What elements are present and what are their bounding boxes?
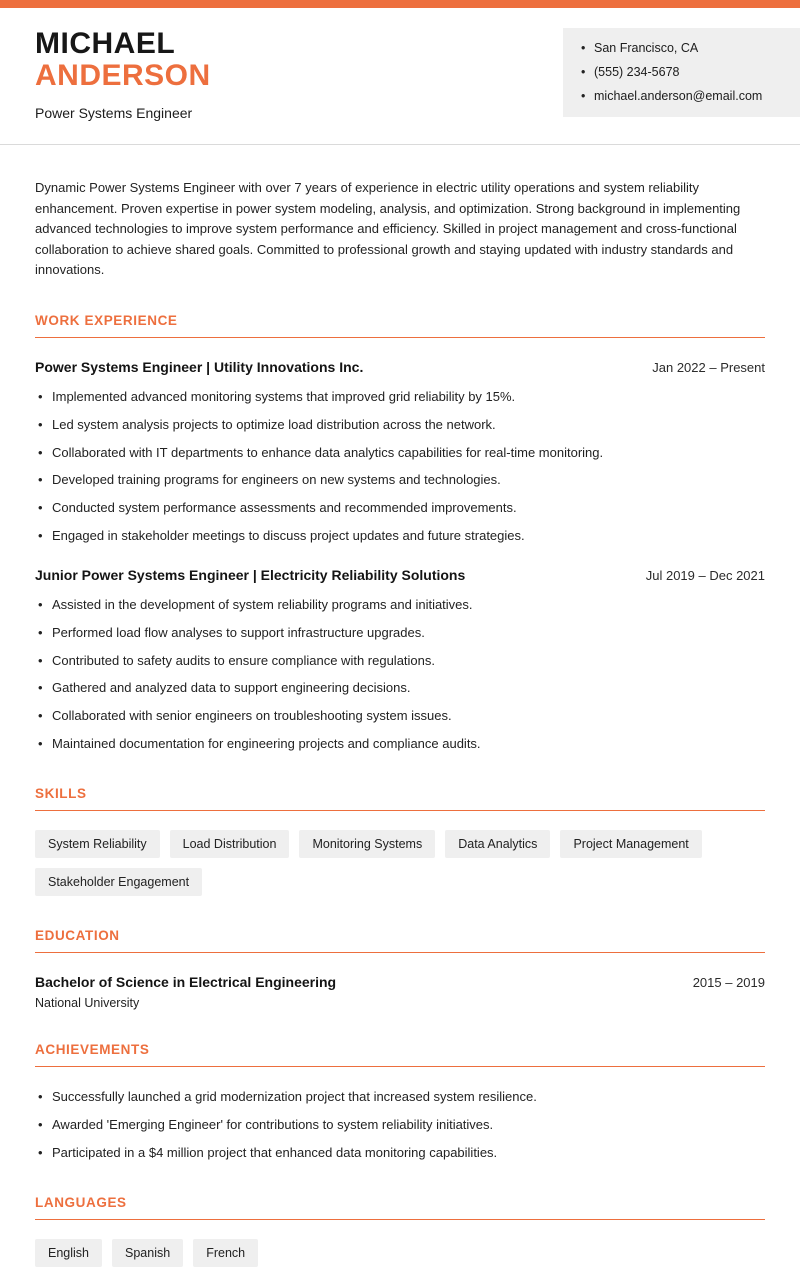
bullet-item: • Led system analysis projects to optimize load distribution across the network.	[35, 416, 765, 435]
skill-tag: System Reliability	[35, 830, 160, 858]
job-bullet-list	[35, 388, 765, 546]
bullet-item: • Participated in a $4 million project that enhanced data monitoring capabilities.	[35, 1144, 765, 1163]
section-work-experience	[35, 313, 765, 754]
education-header	[35, 974, 765, 990]
contact-email: • michael.anderson@email.com	[581, 89, 782, 104]
job-title: Junior Power Systems Engineer | Electricity Reliability Solutions	[35, 566, 466, 583]
skill-tag: Load Distribution	[170, 830, 290, 858]
achievements-bullet-list	[35, 1088, 765, 1163]
section-heading-achievements: ACHIEVEMENTS	[35, 1042, 765, 1067]
section-skills	[35, 786, 765, 896]
first-name: MICHAEL	[35, 27, 176, 60]
bullet-item: • Engaged in stakeholder meetings to discuss project updates and future strategies.	[35, 527, 765, 546]
section-heading-work: WORK EXPERIENCE	[35, 313, 765, 338]
bullet-item: • Gathered and analyzed data to support engineering decisions.	[35, 679, 765, 698]
last-name: ANDERSON	[35, 59, 211, 93]
bullet-item: • Developed training programs for engineers on new systems and technologies.	[35, 471, 765, 490]
section-heading-languages: LANGUAGES	[35, 1195, 765, 1220]
resume-header	[0, 8, 800, 121]
degree-title: Bachelor of Science in Electrical Engineering	[35, 973, 337, 990]
section-education	[35, 928, 765, 1010]
bullet-item: • Performed load flow analyses to support infrastructure upgrades.	[35, 624, 765, 643]
bullet-item: • Awarded 'Emerging Engineer' for contributions to system reliability initiatives.	[35, 1116, 765, 1135]
summary-text: Dynamic Power Systems Engineer with over 7 years of experience in electric utility operations and system reliability enhancement. Proven expertise in power system modeling, analysis, and optimization. Strong background in implementing advanced technologies to improve system performance and efficiency. Skilled in project management and cross-functional collaboration to achieve shared goals. Committed to professional growth and staying updated with industry standards and innovations.	[35, 180, 741, 278]
section-heading-education: EDUCATION	[35, 928, 765, 953]
job-entry	[35, 567, 765, 754]
bullet-item: • Collaborated with IT departments to enhance data analytics capabilities for real-time monitoring.	[35, 444, 765, 463]
skill-tag: Data Analytics	[445, 830, 550, 858]
contact-location: • San Francisco, CA	[581, 41, 782, 56]
accent-top-bar	[0, 0, 800, 8]
job-header	[35, 359, 765, 375]
job-entry	[35, 359, 765, 546]
job-bullet-list	[35, 596, 765, 754]
bullet-item: • Successfully launched a grid modernization project that increased system resilience.	[35, 1088, 765, 1107]
bullet-item: • Maintained documentation for engineering projects and compliance audits.	[35, 735, 765, 754]
bullet-item: • Implemented advanced monitoring systems that improved grid reliability by 15%.	[35, 388, 765, 407]
contact-box	[563, 28, 800, 117]
skills-tag-list	[35, 830, 765, 896]
education-dates: 2015 – 2019	[692, 974, 765, 990]
language-tag: English	[35, 1239, 102, 1267]
job-header	[35, 567, 765, 583]
skill-tag: Stakeholder Engagement	[35, 868, 202, 896]
language-tag: Spanish	[112, 1239, 183, 1267]
bullet-item: • Assisted in the development of system reliability programs and initiatives.	[35, 596, 765, 615]
section-heading-skills: SKILLS	[35, 786, 765, 811]
job-title: Power Systems Engineer | Utility Innovations Inc.	[35, 358, 364, 375]
section-achievements	[35, 1042, 765, 1163]
school-name: National University	[35, 995, 140, 1010]
languages-tag-list	[35, 1239, 765, 1267]
header-job-title: Power Systems Engineer	[35, 105, 193, 122]
job-dates: Jul 2019 – Dec 2021	[645, 567, 765, 583]
bullet-item: • Contributed to safety audits to ensure compliance with regulations.	[35, 652, 765, 671]
name-block	[35, 28, 211, 121]
skill-tag: Monitoring Systems	[299, 830, 435, 858]
bullet-item: • Collaborated with senior engineers on troubleshooting system issues.	[35, 707, 765, 726]
skill-tag: Project Management	[560, 830, 701, 858]
bullet-item: • Conducted system performance assessments and recommended improvements.	[35, 499, 765, 518]
job-dates: Jan 2022 – Present	[652, 359, 765, 375]
language-tag: French	[193, 1239, 258, 1267]
header-divider	[0, 144, 800, 145]
section-languages	[35, 1195, 765, 1267]
contact-phone: • (555) 234-5678	[581, 65, 782, 80]
